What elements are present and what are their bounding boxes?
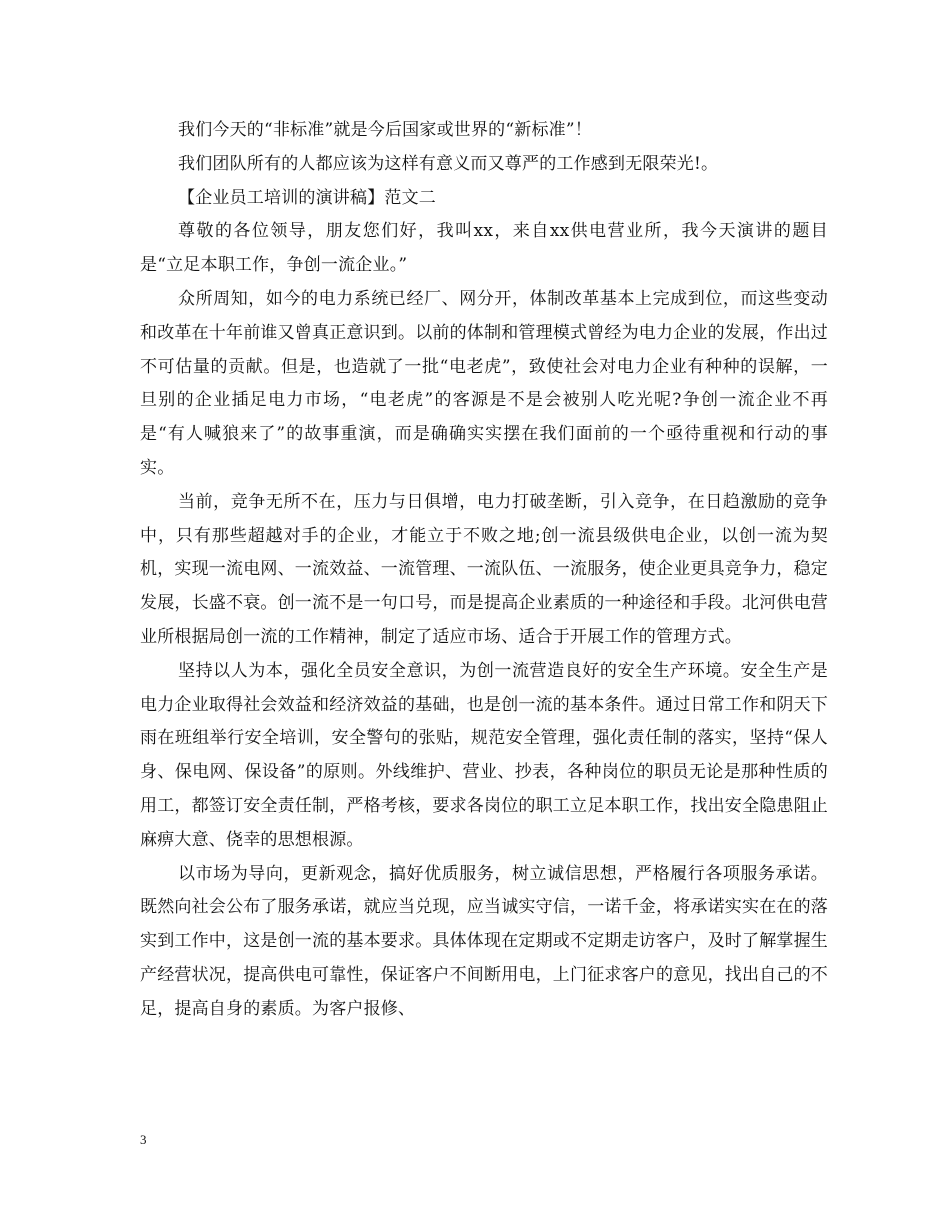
paragraph-competition: 当前，竞争无所不在，压力与日俱增，电力打破垄断，引入竞争，在日趋激励的竞争中，只有那些超越对手的企业，才能立于不败之地;创一流县级供电企业，以创一流为契机，实现一流电网、一流效益、一流管理、一流队伍、一流服务，使企业更具竞争力，稳定发展，长盛不衰。创一流不是一句口号，而是提高企业素质的一种途径和手段。北河供电营业所根据局创一流的工作精神，制定了适应市场、适合于开展工作的管理方式。 [140,491,828,647]
paragraph-2: 我们团队所有的人都应该为这样有意义而又尊严的工作感到无限荣光!。 [178,153,719,174]
section-heading: 【企业员工培训的演讲稿】范文二 [178,187,436,208]
paragraph-safety: 坚持以人为本，强化全员安全意识，为创一流营造良好的安全生产环境。安全生产是电力企业取得社会效益和经济效益的基础，也是创一流的基本条件。通过日常工作和阴天下雨在班组举行安全培训，安全警句的张贴，规范安全管理，强化责任制的落实，坚持“保人身、保电网、保设备”的原则。外线维护、营业、抄表，各种岗位的职员无论是那种性质的用工，都签订安全责任制，严格考核，要求各岗位的职工立足本职工作，找出安全隐患阻止麻痹大意、侥幸的思想根源。 [140,660,828,850]
page-number: 3 [140,1132,147,1147]
document-body [140,114,828,1027]
paragraph-1: 我们今天的“非标准”就是今后国家或世界的“新标准”！ [178,120,592,140]
paragraph-service: 以市场为导向，更新观念，搞好优质服务，树立诚信思想，严格履行各项服务承诺。既然向社会公布了服务承诺，就应当兑现，应当诚实守信，一诺千金，将承诺实实在在的落实到工作中，这是创一流的基本要求。具体体现在定期或不定期走访客户，及时了解掌握生产经营状况，提高供电可靠性，保证客户不间断用电，上门征求客户的意见，找出自己的不足，提高自身的素质。为客户报修、 [140,863,828,1019]
paragraph-greeting: 尊敬的各位领导，朋友您们好，我叫xx，来自xx供电营业所，我今天演讲的题目是“立足本职工作，争创一流企业。” [140,221,828,276]
paragraph-background: 众所周知，如今的电力系统已经厂、网分开，体制改革基本上完成到位，而这些变动和改革在十年前谁又曾真正意识到。以前的体制和管理模式曾经为电力企业的发展，作出过不可估量的贡献。但是，也造就了一批“电老虎”，致使社会对电力企业有种种的误解，一旦别的企业插足电力市场，“电老虎”的客源是不是会被别人吃光呢?争创一流企业不再是“有人喊狼来了”的故事重演，而是确确实实摆在我们面前的一个亟待重视和行动的事实。 [140,288,828,478]
